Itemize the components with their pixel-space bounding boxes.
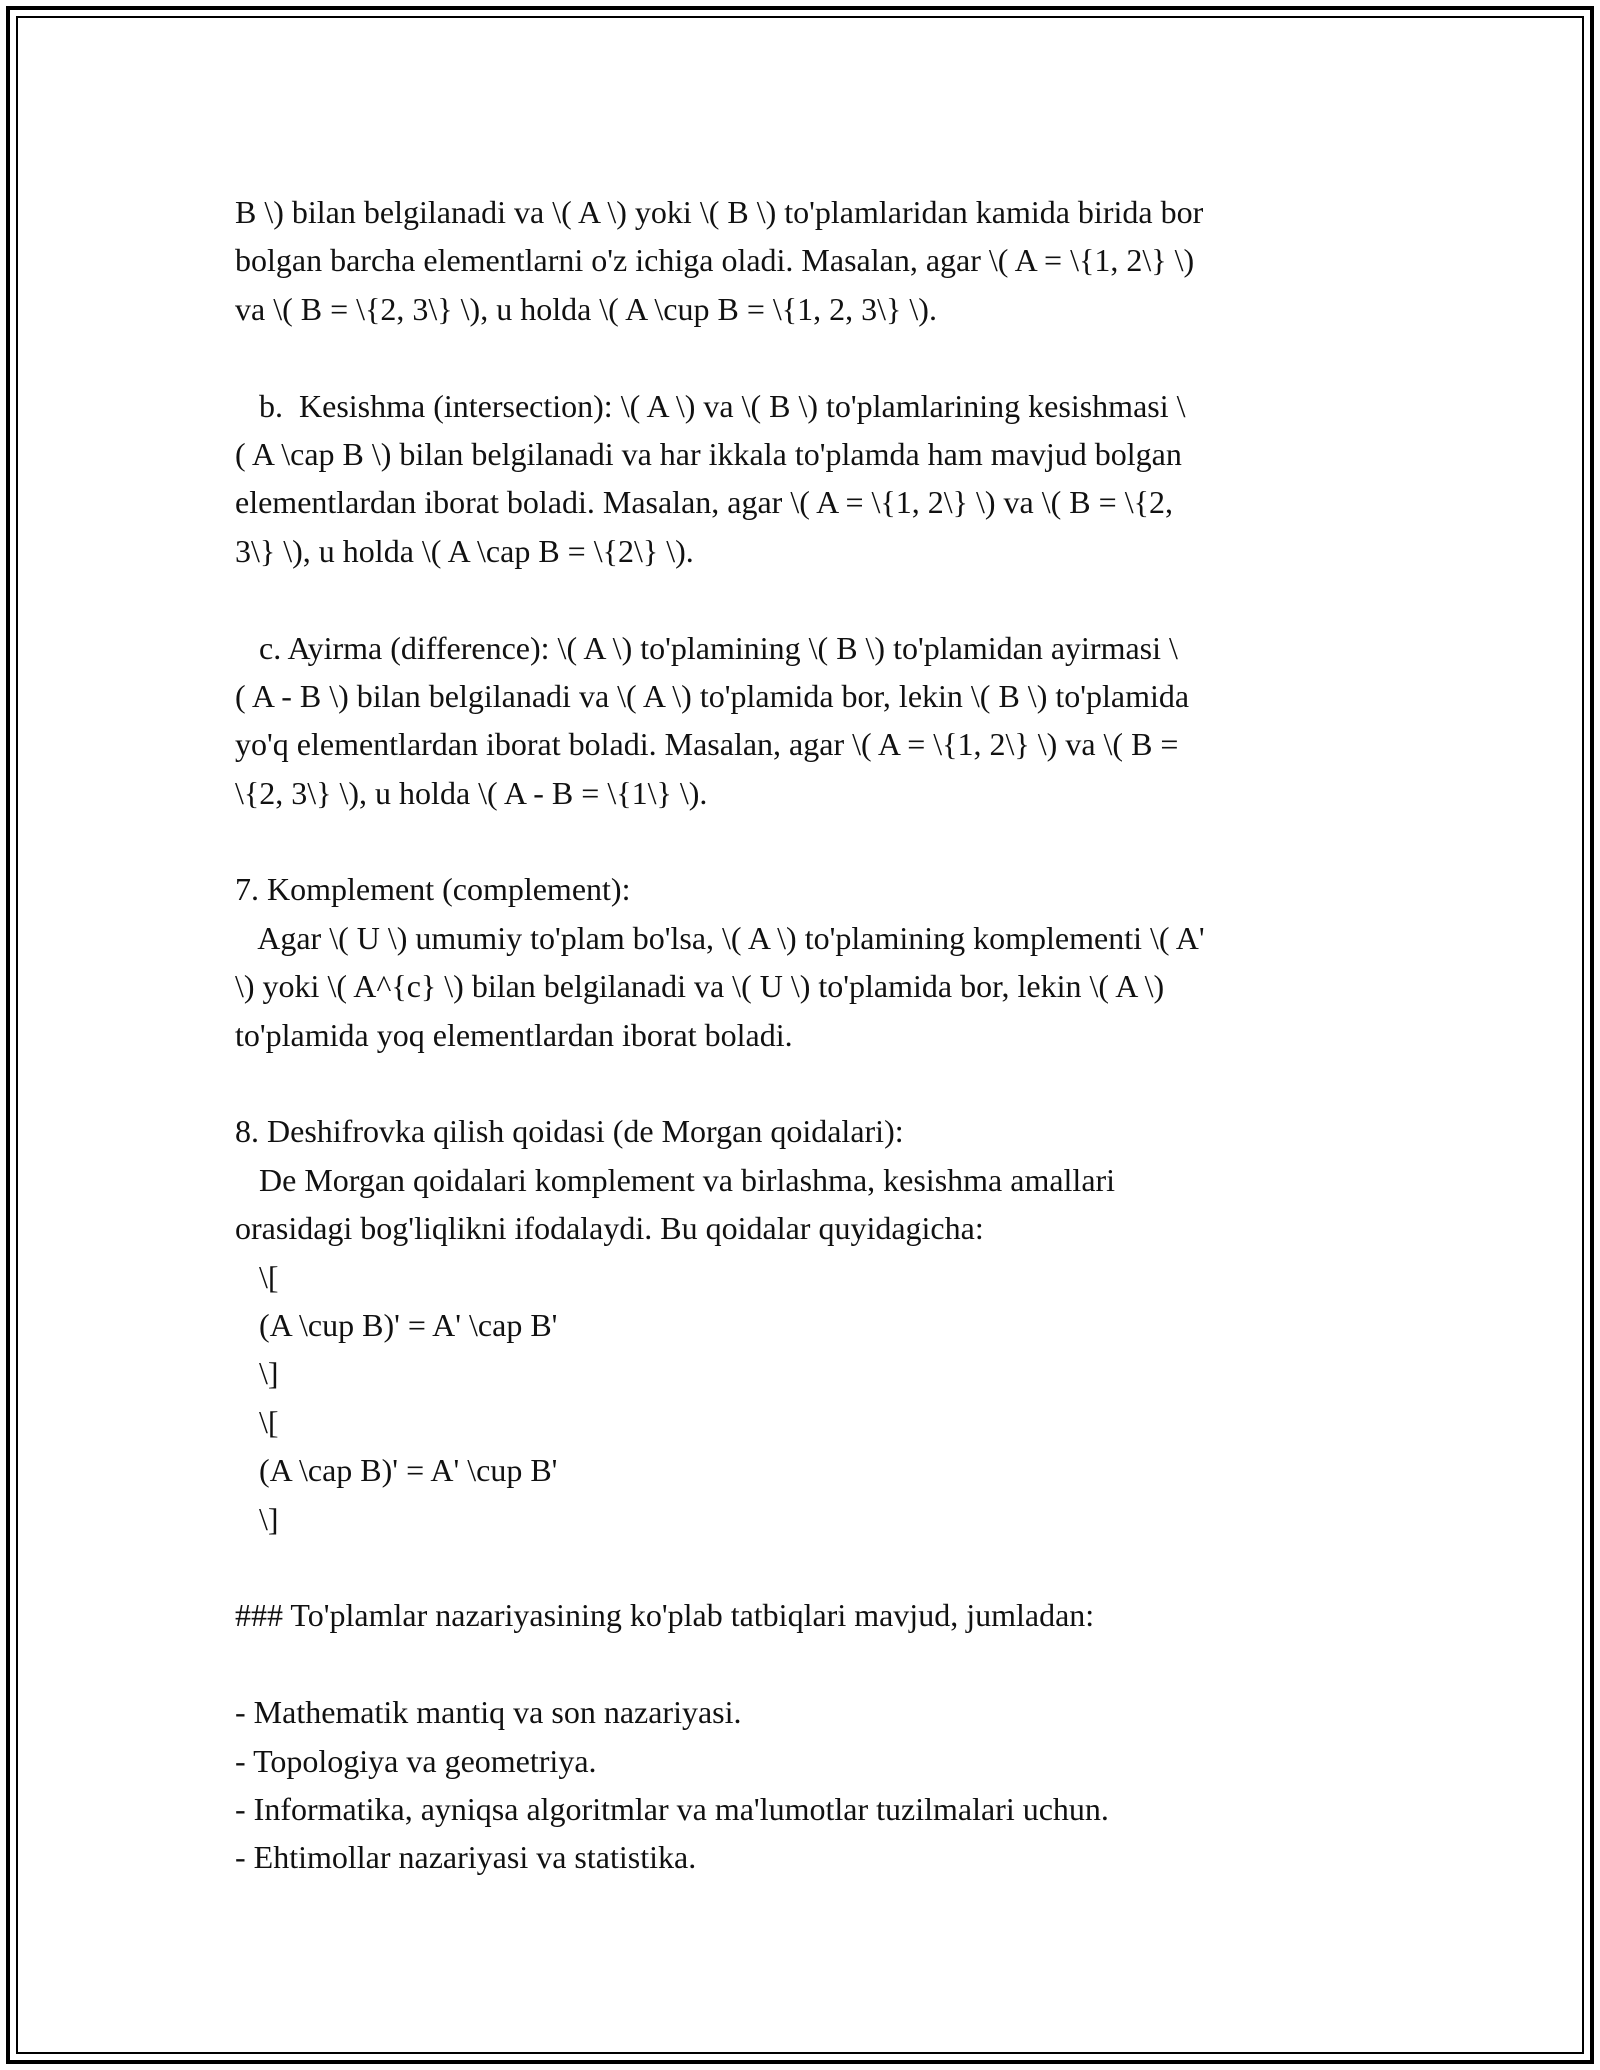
- list-item: - Topologiya va geometriya.: [235, 1742, 597, 1779]
- text-line: c. Ayirma (difference): \( A \) to'plamining \( B \) to'plamidan ayirmasi \: [235, 629, 1178, 666]
- section-heading-applications: ### To'plamlar nazariyasining ko'plab tatbiqlari mavjud, jumladan:: [235, 1597, 1095, 1634]
- blank-line: [235, 333, 1365, 381]
- text-line: orasidagi bog'liqlikni ifodalaydi. Bu qoidalar quyidagicha:: [235, 1210, 984, 1247]
- text-line: De Morgan qoidalari komplement va birlashma, kesishma amallari: [235, 1161, 1116, 1198]
- text-line: to'plamida yoq elementlardan iborat boladi.: [235, 1016, 793, 1053]
- text-line: \) yoki \( A^{c} \) bilan belgilanadi va \( U \) to'plamida bor, lekin \( A \): [235, 968, 1165, 1005]
- text-line: Agar \( U \) umumiy to'plam bo'lsa, \( A \) to'plamining komplementi \( A': [235, 919, 1205, 956]
- blank-line: [235, 1059, 1365, 1107]
- formula-line: \]: [235, 1500, 279, 1537]
- list-item: - Informatika, ayniqsa algoritmlar va ma'lumotlar tuzilmalari uchun.: [235, 1790, 1109, 1827]
- formula-line: \]: [235, 1355, 279, 1392]
- formula-line: (A \cup B)' = A' \cap B': [235, 1306, 558, 1343]
- blank-line: [235, 817, 1365, 865]
- text-line: B \) bilan belgilanadi va \( A \) yoki \( B \) to'plamlaridan kamida birida bor: [235, 194, 1204, 230]
- text-line: elementlardan iborat boladi. Masalan, agar \( A = \{1, 2\} \) va \( B = \{2,: [235, 484, 1173, 521]
- blank-line: [235, 1543, 1365, 1591]
- list-item: - Ehtimollar nazariyasi va statistika.: [235, 1839, 697, 1876]
- list-item: - Mathematik mantiq va son nazariyasi.: [235, 1694, 742, 1731]
- text-line: bolgan barcha elementlarni o'z ichiga oladi. Masalan, agar \( A = \{1, 2\} \): [235, 242, 1195, 279]
- text-line: 3\} \), u holda \( A \cap B = \{2\} \).: [235, 532, 694, 569]
- text-line: va \( B = \{2, 3\} \), u holda \( A \cup B = \{1, 2, 3\} \).: [235, 290, 937, 327]
- section-heading-de-morgan: 8. Deshifrovka qilish qoidasi (de Morgan qoidalari):: [235, 1113, 904, 1150]
- document-body: [235, 188, 1365, 1882]
- blank-line: [235, 575, 1365, 623]
- text-line: \{2, 3\} \), u holda \( A - B = \{1\} \).: [235, 774, 708, 811]
- section-heading-komplement: 7. Komplement (complement):: [235, 871, 631, 908]
- formula-line: (A \cap B)' = A' \cup B': [235, 1452, 558, 1489]
- text-line: ( A \cap B \) bilan belgilanadi va har ikkala to'plamda ham mavjud bolgan: [235, 435, 1182, 472]
- formula-line: \[: [235, 1403, 279, 1440]
- text-line: ( A - B \) bilan belgilanadi va \( A \) to'plamida bor, lekin \( B \) to'plamida: [235, 677, 1190, 714]
- text-line: yo'q elementlardan iborat boladi. Masalan, agar \( A = \{1, 2\} \) va \( B =: [235, 726, 1179, 763]
- formula-line: \[: [235, 1258, 279, 1295]
- text-line: b. Kesishma (intersection): \( A \) va \( B \) to'plamlarining kesishmasi \: [235, 387, 1186, 424]
- blank-line: [235, 1640, 1365, 1688]
